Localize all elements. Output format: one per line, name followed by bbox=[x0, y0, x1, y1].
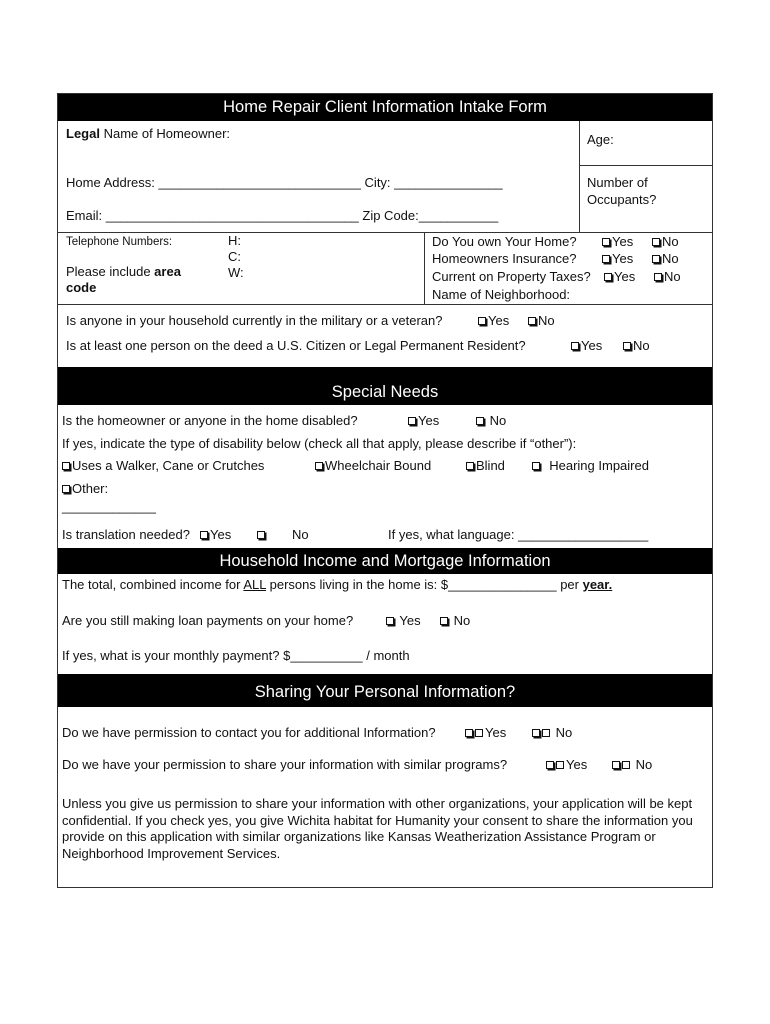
form-title-bar bbox=[58, 94, 712, 121]
divider bbox=[424, 232, 425, 304]
no-label: No bbox=[538, 313, 555, 328]
no-label: No bbox=[635, 757, 653, 772]
no-label: No bbox=[662, 234, 679, 249]
contact-yes[interactable] bbox=[465, 725, 506, 741]
area-code-bold-2: code bbox=[66, 280, 97, 295]
legal-rest: Name of Homeowner: bbox=[99, 126, 231, 141]
income-bar bbox=[58, 548, 712, 574]
own-home-yes[interactable] bbox=[602, 234, 633, 250]
total-income-post: persons living in the home is: $_______________ per bbox=[266, 577, 583, 592]
divider bbox=[579, 121, 580, 165]
telephone-label: Telephone Numbers: bbox=[66, 236, 173, 248]
military-question bbox=[66, 313, 555, 329]
form-title: Home Repair Client Information Intake Form bbox=[223, 98, 547, 116]
insurance-yes[interactable] bbox=[602, 251, 633, 267]
hearing-label: Hearing Impaired bbox=[549, 458, 649, 473]
occupants-label-line2: Occupants? bbox=[587, 192, 657, 207]
loan-label: Are you still making loan payments on your home? bbox=[62, 613, 354, 628]
taxes-label: Current on Property Taxes? bbox=[432, 269, 591, 284]
language-field[interactable]: If yes, what language: __________________ bbox=[388, 527, 649, 542]
area-code-bold: area bbox=[154, 264, 181, 279]
legal-bold: Legal bbox=[66, 126, 100, 141]
checkbox-icon[interactable] bbox=[440, 617, 448, 625]
insurance-no[interactable] bbox=[652, 251, 679, 267]
checkbox-icon[interactable] bbox=[604, 273, 612, 281]
disabled-question bbox=[62, 413, 507, 429]
checkbox-icon[interactable] bbox=[257, 531, 265, 539]
checkbox-icon[interactable] bbox=[602, 238, 610, 246]
yes-label: Yes bbox=[612, 251, 634, 266]
share-label: Do we have your permission to share your information with similar programs? bbox=[62, 757, 508, 772]
no-label: No bbox=[489, 413, 507, 428]
monthly-payment-field[interactable]: If yes, what is your monthly payment? $__________ / month bbox=[62, 648, 410, 663]
other-option[interactable] bbox=[62, 481, 108, 497]
phone-cell[interactable]: C: bbox=[228, 249, 241, 264]
intake-form bbox=[57, 93, 713, 888]
no-label: No bbox=[453, 613, 471, 628]
walker-option[interactable] bbox=[62, 458, 264, 473]
checkbox-icon bbox=[622, 761, 630, 769]
translation-no[interactable] bbox=[257, 527, 267, 543]
disabled-yes[interactable] bbox=[408, 413, 439, 429]
confidentiality-paragraph: Unless you give us permission to share your information with other organizations, your application will be kept confidential. If you check yes, you give Wichita habitat for Humanity your consent to share the information you provide on this application with similar organizations like Kansas Weatherization Assistance Program or Neighborhood Improvement Services. bbox=[62, 796, 693, 861]
taxes-question bbox=[432, 269, 681, 285]
military-no[interactable] bbox=[528, 313, 555, 329]
home-address-field[interactable]: Home Address: ____________________________ City: _______________ bbox=[66, 175, 503, 190]
occupants-label-line1[interactable]: Number of bbox=[587, 175, 648, 190]
special-needs-heading: Special Needs bbox=[331, 383, 439, 401]
no-label: No bbox=[664, 269, 681, 284]
no-label: No bbox=[662, 251, 679, 266]
total-income-pre: The total, combined income for bbox=[62, 577, 244, 592]
military-label: Is anyone in your household currently in the military or a veteran? bbox=[66, 313, 443, 328]
yes-label: Yes bbox=[488, 313, 510, 328]
area-code-note-text: Please include bbox=[66, 264, 155, 279]
contact-label: Do we have permission to contact you for additional Information? bbox=[62, 725, 436, 740]
checkbox-icon[interactable] bbox=[478, 317, 486, 325]
total-income-field[interactable] bbox=[62, 577, 612, 593]
no-label: No bbox=[633, 338, 650, 353]
wheelchair-option[interactable] bbox=[315, 458, 431, 474]
translation-label: Is translation needed? bbox=[62, 527, 190, 542]
checkbox-icon[interactable] bbox=[532, 729, 540, 737]
neighborhood-field[interactable]: Name of Neighborhood: bbox=[432, 287, 571, 302]
divider bbox=[579, 165, 712, 166]
checkbox-icon[interactable] bbox=[476, 417, 484, 425]
insurance-label: Homeowners Insurance? bbox=[432, 251, 577, 266]
divider bbox=[579, 165, 580, 232]
no-label: No bbox=[555, 725, 573, 740]
contact-no[interactable] bbox=[532, 725, 572, 741]
checkbox-icon[interactable] bbox=[408, 417, 416, 425]
checkbox-icon bbox=[556, 761, 564, 769]
share-no[interactable] bbox=[612, 757, 652, 773]
share-yes[interactable] bbox=[546, 757, 587, 773]
sharing-bar bbox=[58, 674, 712, 707]
checkbox-icon[interactable] bbox=[386, 617, 394, 625]
blind-option[interactable] bbox=[466, 458, 505, 474]
translation-question bbox=[62, 527, 649, 543]
disability-options bbox=[62, 458, 649, 474]
checkbox-icon bbox=[542, 729, 550, 737]
contact-question bbox=[62, 725, 573, 741]
checkbox-icon[interactable] bbox=[612, 761, 620, 769]
wheelchair-label: Wheelchair Bound bbox=[325, 458, 432, 473]
hearing-option[interactable] bbox=[532, 458, 649, 474]
translation-no-label: No bbox=[292, 527, 309, 542]
other-line[interactable]: _____________ bbox=[62, 499, 156, 514]
yes-label: Yes bbox=[485, 725, 507, 740]
walker-label: Uses a Walker, Cane or Crutches bbox=[72, 458, 265, 473]
yes-label: Yes bbox=[581, 338, 603, 353]
checkbox-icon[interactable] bbox=[652, 238, 660, 246]
taxes-no[interactable] bbox=[654, 269, 681, 285]
citizen-no[interactable] bbox=[623, 338, 650, 354]
total-income-year: year. bbox=[582, 577, 613, 592]
phone-home[interactable]: H: bbox=[228, 233, 241, 248]
age-label[interactable]: Age: bbox=[587, 132, 614, 147]
checkbox-icon[interactable] bbox=[623, 342, 631, 350]
checkbox-icon[interactable] bbox=[200, 531, 208, 539]
checkbox-icon[interactable] bbox=[528, 317, 536, 325]
own-home-no[interactable] bbox=[652, 234, 679, 250]
yes-label: Yes bbox=[399, 613, 421, 628]
phone-work[interactable]: W: bbox=[228, 265, 244, 280]
yes-label: Yes bbox=[612, 234, 634, 249]
loan-no[interactable] bbox=[440, 613, 470, 629]
sharing-heading: Sharing Your Personal Information? bbox=[254, 683, 516, 701]
checkbox-icon[interactable] bbox=[532, 462, 540, 470]
checkbox-icon[interactable] bbox=[652, 255, 660, 263]
loan-yes[interactable] bbox=[386, 613, 421, 629]
disabled-no[interactable] bbox=[476, 413, 506, 429]
area-code-note bbox=[66, 264, 181, 280]
email-field[interactable]: Email: ___________________________________ Zip Code:___________ bbox=[66, 208, 499, 223]
checkbox-icon bbox=[475, 729, 483, 737]
citizen-label: Is at least one person on the deed a U.S. Citizen or Legal Permanent Resident? bbox=[66, 338, 526, 353]
yes-label: Yes bbox=[418, 413, 440, 428]
income-heading: Household Income and Mortgage Information bbox=[219, 552, 551, 570]
other-label: Other: bbox=[72, 481, 109, 496]
yes-label: Yes bbox=[210, 527, 232, 542]
special-needs-bar bbox=[58, 367, 712, 405]
citizen-yes[interactable] bbox=[571, 338, 602, 354]
checkbox-icon[interactable] bbox=[546, 761, 554, 769]
disabled-label: Is the homeowner or anyone in the home disabled? bbox=[62, 413, 358, 428]
checkbox-icon[interactable] bbox=[315, 462, 323, 470]
military-yes[interactable] bbox=[478, 313, 509, 329]
blind-label: Blind bbox=[476, 458, 505, 473]
translation-yes[interactable] bbox=[200, 527, 231, 543]
divider bbox=[58, 304, 712, 305]
own-home-question bbox=[432, 234, 679, 250]
checkbox-icon[interactable] bbox=[654, 273, 662, 281]
loan-question bbox=[62, 613, 471, 629]
checkbox-icon[interactable] bbox=[62, 485, 70, 493]
legal-name-label[interactable] bbox=[66, 126, 230, 142]
checkbox-icon[interactable] bbox=[571, 342, 579, 350]
disability-type-instructions: If yes, indicate the type of disability below (check all that apply, please describe if “other”): bbox=[62, 436, 577, 451]
checkbox-icon[interactable] bbox=[602, 255, 610, 263]
total-income-all: ALL bbox=[243, 577, 267, 592]
checkbox-icon[interactable] bbox=[466, 462, 474, 470]
checkbox-icon[interactable] bbox=[62, 462, 70, 470]
divider bbox=[58, 232, 712, 233]
insurance-question bbox=[432, 251, 679, 267]
yes-label: Yes bbox=[566, 757, 588, 772]
share-question bbox=[62, 757, 653, 773]
yes-label: Yes bbox=[614, 269, 636, 284]
own-home-label: Do You own Your Home? bbox=[432, 234, 577, 249]
citizen-question bbox=[66, 338, 650, 354]
taxes-yes[interactable] bbox=[604, 269, 635, 285]
checkbox-icon[interactable] bbox=[465, 729, 473, 737]
